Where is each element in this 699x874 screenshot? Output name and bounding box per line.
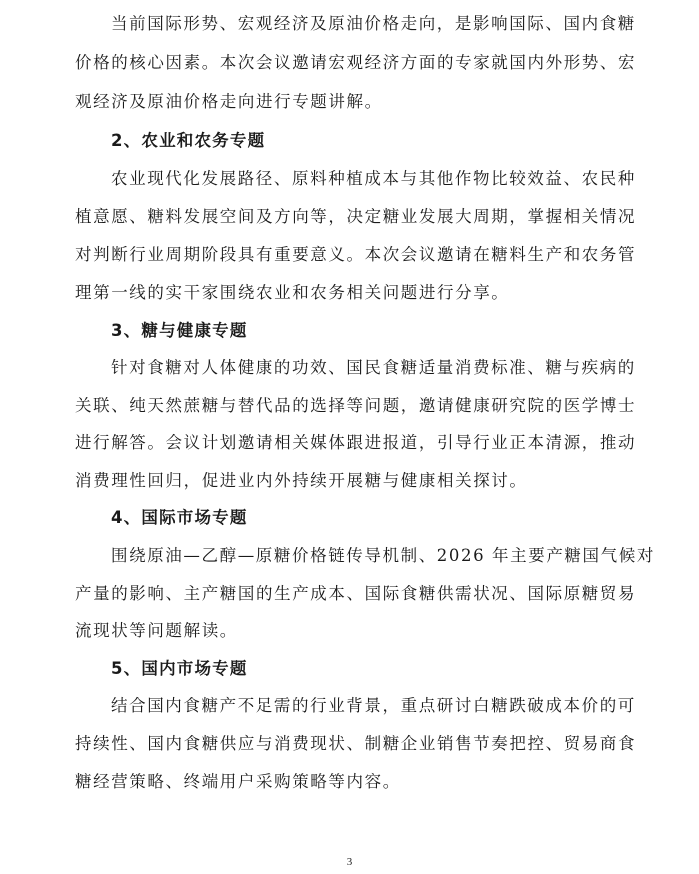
paragraph-line: 关联、纯天然蔗糖与替代品的选择等问题，邀请健康研究院的医学博士 — [75, 396, 637, 415]
paragraph-line: 糖经营策略、终端用户采购策略等内容。 — [75, 772, 401, 791]
section-heading-health: 3、糖与健康专题 — [111, 321, 248, 340]
paragraph-line: 价格的核心因素。本次会议邀请宏观经济方面的专家就国内外形势、宏 — [75, 53, 637, 72]
paragraph-line: 当前国际形势、宏观经济及原油价格走向，是影响国际、国内食糖 — [111, 14, 636, 33]
section-heading-international-market: 4、国际市场专题 — [111, 508, 248, 527]
paragraph-line: 消费理性回归，促进业内外持续开展糖与健康相关探讨。 — [75, 471, 528, 490]
section-heading-agriculture: 2、农业和农务专题 — [111, 131, 266, 150]
paragraph-line: 理第一线的实干家围绕农业和农务相关问题进行分享。 — [75, 283, 510, 302]
paragraph-line: 围绕原油—乙醇—原糖价格链传导机制、2026 年主要产糖国气候对 — [111, 546, 655, 565]
page-number: 3 — [346, 856, 353, 868]
paragraph-line: 观经济及原油价格走向进行专题讲解。 — [75, 92, 383, 111]
paragraph-line: 农业现代化发展路径、原料种植成本与其他作物比较效益、农民种 — [111, 169, 636, 188]
paragraph-line: 针对食糖对人体健康的功效、国民食糖适量消费标准、糖与疾病的 — [111, 358, 636, 377]
paragraph-line: 植意愿、糖料发展空间及方向等，决定糖业发展大周期，掌握相关情况 — [75, 207, 637, 226]
paragraph-line: 流现状等问题解读。 — [75, 621, 238, 640]
paragraph-line: 结合国内食糖产不足需的行业背景，重点研讨白糖跌破成本价的可 — [111, 696, 636, 715]
section-heading-domestic-market: 5、国内市场专题 — [111, 659, 248, 678]
paragraph-line: 持续性、国内食糖供应与消费现状、制糖企业销售节奏把控、贸易商食 — [75, 734, 637, 753]
paragraph-line: 产量的影响、主产糖国的生产成本、国际食糖供需状况、国际原糖贸易 — [75, 584, 637, 603]
paragraph-line: 进行解答。会议计划邀请相关媒体跟进报道，引导行业正本清源，推动 — [75, 433, 637, 452]
paragraph-line: 对判断行业周期阶段具有重要意义。本次会议邀请在糖料生产和农务管 — [75, 245, 637, 264]
